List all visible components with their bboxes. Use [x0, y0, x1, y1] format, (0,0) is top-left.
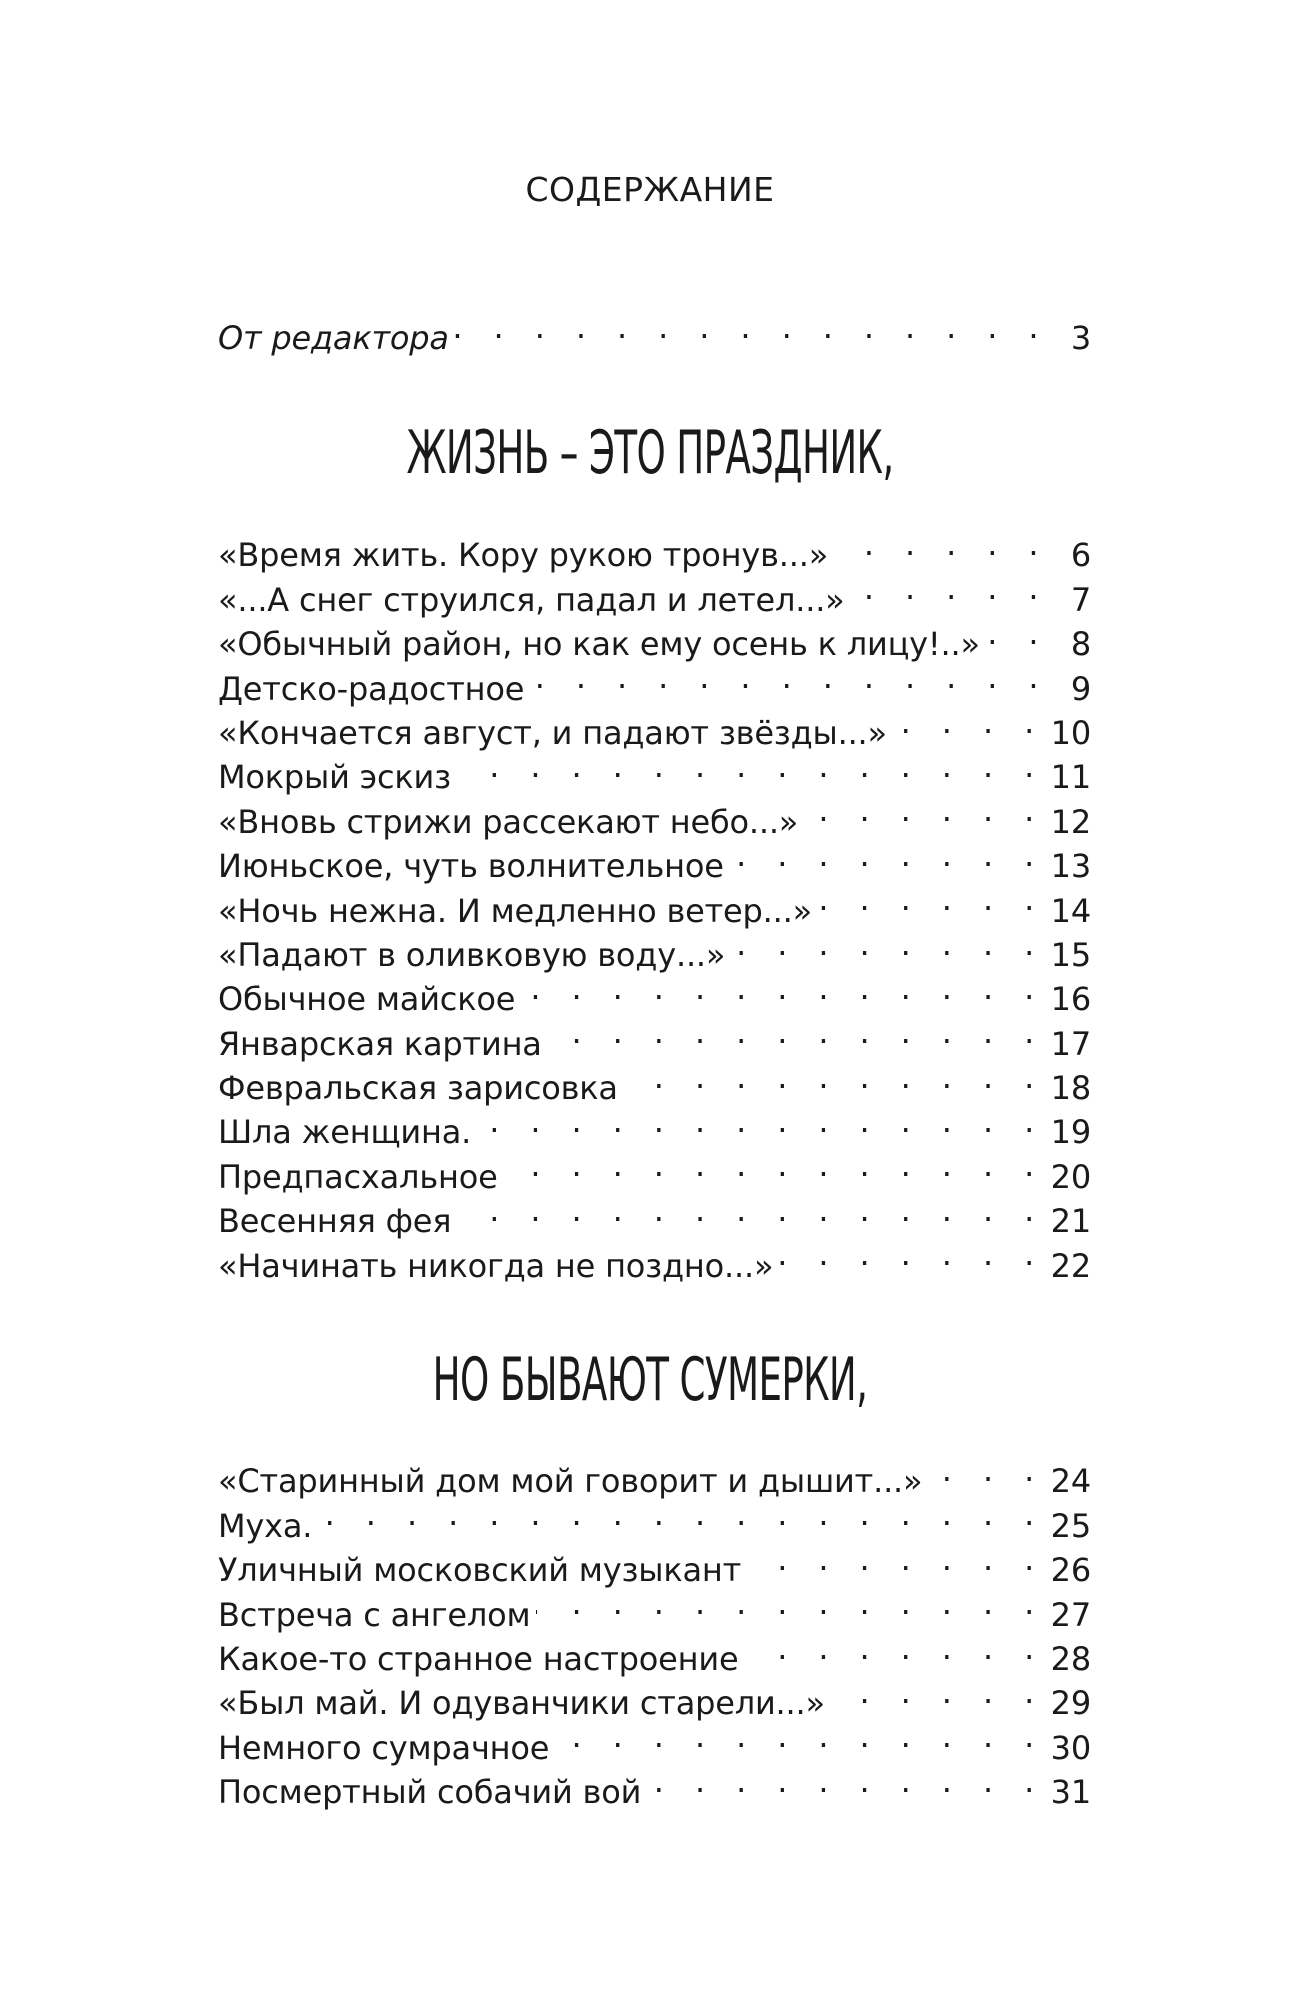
toc-entry-page: 14 — [1050, 891, 1091, 930]
dot-leader — [834, 522, 1049, 566]
toc-entry-title: «Вновь стрижи рассекают небо...» — [218, 802, 799, 841]
dot-leader — [986, 611, 1049, 655]
toc-entry-page: 30 — [1050, 1728, 1091, 1767]
dot-leader — [318, 1492, 1044, 1536]
toc-entry-title: «Время жить. Кору рукою тронув...» — [218, 536, 829, 575]
toc-entry-page: 19 — [1050, 1113, 1091, 1152]
toc-entry-page: 10 — [1050, 713, 1091, 752]
toc-entry-title: «Кончается август, и падают звёзды...» — [218, 713, 887, 752]
toc-entry-title: Встреча с ангелом — [218, 1595, 531, 1634]
toc-entry-page: 26 — [1050, 1551, 1091, 1590]
section-entry-list — [218, 522, 1091, 1285]
toc-entry-title: Муха. — [218, 1506, 313, 1545]
toc-entry-title: «Ночь нежна. И медленно ветер...» — [218, 891, 812, 930]
toc-entry[interactable] — [218, 1448, 1091, 1501]
toc-entry-page: 3 — [1070, 319, 1091, 358]
toc-entry-page: 15 — [1050, 935, 1091, 974]
section-heading: ЖИЗНЬ – ЭТО ПРАЗДНИК, — [406, 418, 894, 488]
toc-entry-title: «Начинать никогда не поздно...» — [218, 1246, 774, 1285]
toc-entry-title: «Старинный дом мой говорит и дышит...» — [218, 1462, 923, 1501]
dot-leader — [504, 1143, 1045, 1187]
toc-entry-page: 13 — [1050, 847, 1091, 886]
page-title: СОДЕРЖАНИЕ — [525, 170, 775, 209]
toc-entry-page: 27 — [1050, 1595, 1091, 1634]
toc-entry-title: Предпасхальное — [218, 1157, 498, 1196]
toc-entry-page: 6 — [1070, 536, 1091, 575]
dot-leader — [893, 700, 1045, 744]
toc-entry[interactable] — [218, 1492, 1091, 1545]
dot-leader — [804, 788, 1045, 832]
section-entry-list — [218, 1448, 1091, 1812]
toc-entry-title: Июньское, чуть волнительное — [218, 847, 724, 886]
toc-entry[interactable] — [218, 522, 1091, 575]
toc-entry-page: 22 — [1050, 1246, 1091, 1285]
toc-entry-page: 28 — [1050, 1639, 1091, 1678]
toc-entry-title: Детско-радостное — [218, 669, 525, 708]
toc-entry[interactable] — [218, 1537, 1091, 1590]
dot-leader — [851, 566, 1049, 610]
toc-entry-title: От редактора — [218, 319, 449, 358]
dot-leader — [530, 655, 1049, 699]
toc-entry-page: 29 — [1050, 1684, 1091, 1723]
dot-leader — [928, 1448, 1044, 1492]
dot-leader — [747, 1537, 1045, 1581]
toc-entry-page: 21 — [1050, 1202, 1091, 1241]
toc-entry-page: 24 — [1050, 1462, 1091, 1501]
toc-entry-page: 8 — [1070, 625, 1091, 664]
toc-entry-title: Какое-то странное настроение — [218, 1639, 739, 1678]
toc-entry-page: 9 — [1070, 669, 1091, 708]
toc-entry-page: 20 — [1050, 1157, 1091, 1196]
dot-leader — [818, 877, 1045, 921]
dot-leader — [477, 1099, 1045, 1143]
toc-entry-title: Шла женщина. — [218, 1113, 472, 1152]
toc-entry-title: Немного сумрачное — [218, 1728, 550, 1767]
toc-entry-title: «Был май. И одуванчики старели...» — [218, 1684, 825, 1723]
toc-entry-title: Январская картина — [218, 1024, 542, 1063]
dot-leader — [647, 1759, 1044, 1803]
toc-entry-title: Февральская зарисовка — [218, 1069, 618, 1108]
toc-entry-page: 11 — [1050, 758, 1091, 797]
toc-entry-page: 31 — [1050, 1773, 1091, 1812]
toc-entry-title: «Падают в оливковую воду...» — [218, 935, 726, 974]
dot-leader — [536, 1581, 1044, 1625]
section-heading: НО БЫВАЮТ СУМЕРКИ, — [432, 1345, 868, 1415]
dot-leader — [521, 966, 1044, 1010]
toc-entry-page: 7 — [1070, 580, 1091, 619]
dot-leader — [548, 1010, 1045, 1054]
dot-leader — [730, 833, 1045, 877]
toc-entry-page: 16 — [1050, 980, 1091, 1019]
preface-entry-block — [218, 305, 1091, 358]
dot-leader — [731, 922, 1044, 966]
dot-leader — [555, 1714, 1044, 1758]
toc-entry-title: Мокрый эскиз — [218, 758, 451, 797]
toc-entry-page: 18 — [1050, 1069, 1091, 1108]
toc-entry-page: 17 — [1050, 1024, 1091, 1063]
dot-leader — [744, 1626, 1044, 1670]
dot-leader — [455, 305, 1049, 349]
toc-entry-title: Обычное майское — [218, 980, 516, 1019]
toc-entry-title: Посмертный собачий вой — [218, 1773, 642, 1812]
toc-entry-title: Уличный московский музыкант — [218, 1551, 742, 1590]
toc-entry-page: 12 — [1050, 802, 1091, 841]
dot-leader — [779, 1232, 1044, 1276]
dot-leader — [624, 1055, 1045, 1099]
dot-leader — [457, 744, 1045, 788]
toc-entry-preface[interactable] — [218, 305, 1091, 358]
toc-entry-title: «Обычный район, но как ему осень к лицу!..» — [218, 625, 980, 664]
toc-entry-page: 25 — [1050, 1506, 1091, 1545]
dot-leader — [457, 1188, 1044, 1232]
dot-leader — [831, 1670, 1045, 1714]
toc-entry-title: «...А снег струился, падал и летел...» — [218, 580, 845, 619]
toc-entry-title: Весенняя фея — [218, 1202, 452, 1241]
